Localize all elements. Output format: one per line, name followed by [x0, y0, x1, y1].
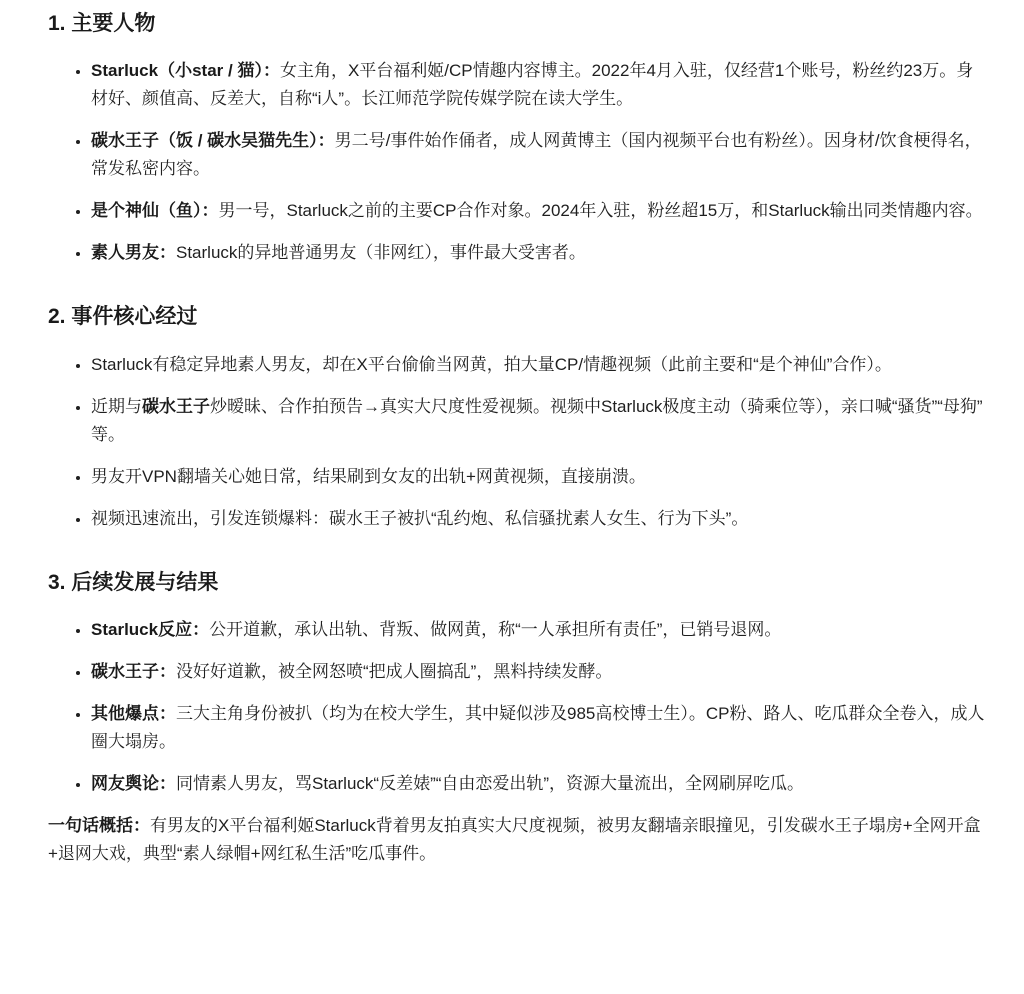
body-text: 女主角，X平台福利姬/CP情趣内容博主。2022年4月入驻，仅经营1个账号，粉丝约23万。身材好、颜值高、反差大，自称“i人”。长江师范学院传媒学院在读大学生。 [91, 61, 974, 109]
bullet-list [48, 351, 986, 533]
bullet-list [48, 616, 986, 798]
list-item [91, 393, 986, 449]
bold-text: 其他爆点： [91, 703, 176, 723]
section-heading: 3. 后续发展与结果 [48, 570, 219, 594]
section-heading: 1. 主要人物 [48, 12, 156, 35]
body-text: 炒暧昧、合作拍预告→真实大尺度性爱视频。视频中Starluck极度主动（骑乘位等），亲口喊“骚货”“母狗”等。 [91, 396, 983, 444]
body-text: 三大主角身份被扒（均为在校大学生，其中疑似涉及985高校博士生）。CP粉、路人、吃瓜群众全卷入，成人圈大塌房。 [91, 703, 985, 751]
bold-text: 一句话概括： [48, 815, 150, 835]
list-item [91, 616, 986, 644]
list-item [91, 57, 986, 113]
list-item [91, 700, 986, 756]
body-text: Starluck的异地普通男友（非网红），事件最大受害者。 [176, 243, 586, 263]
list-item [91, 505, 986, 533]
list-item [91, 463, 986, 491]
bold-text: 是个神仙（鱼）： [91, 201, 219, 221]
body-text: 男友开VPN翻墙关心她日常，结果刷到女友的出轨+网黄视频，直接崩溃。 [91, 466, 646, 486]
section-heading: 2. 事件核心经过 [48, 305, 198, 329]
list-item [91, 770, 986, 798]
body-text: 同情素人男友，骂Starluck“反差婊”“自由恋爱出轨”，资源大量流出，全网刷屏吃瓜。 [176, 773, 805, 793]
summary-paragraph [48, 812, 986, 868]
body-text: 近期与 [91, 396, 142, 416]
bullet-list [48, 57, 986, 267]
bold-text: Starluck（小star / 猫）： [91, 61, 280, 81]
list-item [91, 127, 986, 183]
bold-text: 碳水王子（饭 / 碳水吴猫先生）： [91, 131, 335, 151]
list-item [91, 197, 986, 225]
list-item [91, 351, 986, 379]
document-content [48, 10, 986, 868]
body-text: 没好好道歉，被全网怒喷“把成人圈搞乱”，黑料持续发酵。 [176, 661, 613, 681]
bold-text: 素人男友： [91, 243, 176, 263]
body-text: 有男友的X平台福利姬Starluck背着男友拍真实大尺度视频，被男友翻墙亲眼撞见，引发碳水王子塌房+全网开盒+退网大戏，典型“素人绿帽+网红私生活”吃瓜事件。 [48, 815, 981, 863]
body-text: Starluck有稳定异地素人男友，却在X平台偷偷当网黄，拍大量CP/情趣视频（此前主要和“是个神仙”合作）。 [91, 354, 892, 374]
body-text: 男一号，Starluck之前的主要CP合作对象。2024年入驻，粉丝超15万，和Starluck输出同类情趣内容。 [218, 201, 983, 221]
body-text: 男二号/事件始作俑者，成人网黄博主（国内视频平台也有粉丝）。因身材/饮食梗得名，常发私密内容。 [91, 131, 982, 179]
bold-text: Starluck反应： [91, 619, 210, 639]
list-item [91, 658, 986, 686]
body-text: 视频迅速流出，引发连锁爆料：碳水王子被扒“乱约炮、私信骚扰素人女生、行为下头”。 [91, 508, 749, 528]
bold-text: 网友舆论： [91, 773, 176, 793]
list-item [91, 239, 986, 267]
bold-text: 碳水王子： [91, 661, 176, 681]
body-text: 公开道歉，承认出轨、背叛、做网黄，称“一人承担所有责任”，已销号退网。 [209, 619, 782, 639]
bold-text: 碳水王子 [142, 396, 210, 416]
